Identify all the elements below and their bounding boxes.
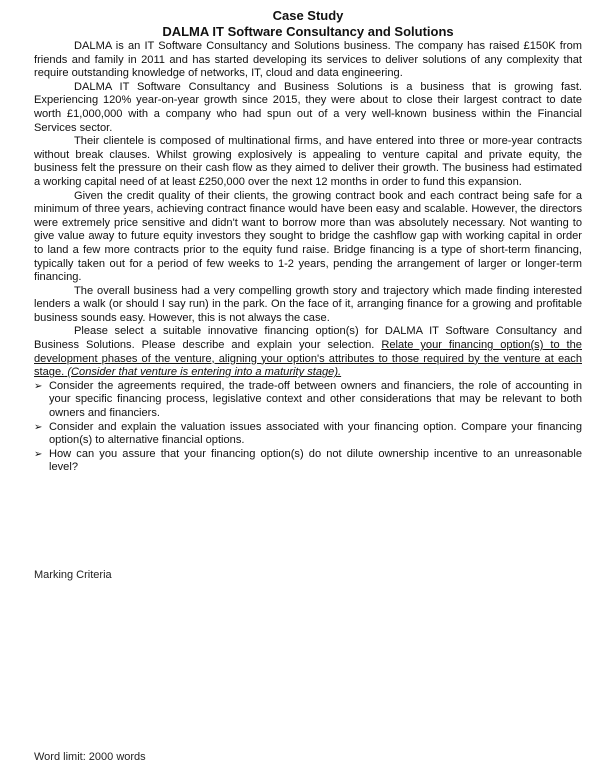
arrow-bullet-icon: ➢	[34, 380, 43, 392]
paragraph-overall: The overall business had a very compelling growth story and trajectory which made finding interested lenders a walk (or should I say run) in the park. On the face of it, arranging finance for a growing and profitable business sounds easy. However, this is not always the case.	[34, 284, 582, 324]
list-item: ➢ Consider and explain the valuation issues associated with your financing option. Compare your financing option(s) to alternative financial options.	[34, 420, 582, 447]
page-title: DALMA IT Software Consultancy and Solutions	[162, 24, 454, 39]
cut-off-footer: Word limit: 2000 words	[34, 751, 146, 763]
paragraph-intro: DALMA is an IT Software Consultancy and Solutions business. The company has raised £150K from friends and family in 2011 and has started developing its services to deliver solutions of any complexity that require outstanding knowledge of networks, IT, cloud and data engineering.	[34, 40, 582, 80]
task-intro: Please select a suitable innovative financing option(s) for DALMA IT Software Consultancy and Business Solutions. Please describe and explain your selection.	[34, 325, 582, 352]
document-page	[34, 8, 582, 475]
cut-off-heading: Marking Criteria	[34, 569, 112, 581]
question-list	[34, 380, 582, 475]
arrow-bullet-icon: ➢	[34, 421, 43, 433]
list-item: ➢ Consider the agreements required, the trade-off between owners and financiers, the role of accounting in your specific financing process, legislative context and other considerations that may be relevant to both owners and financiers.	[34, 379, 582, 420]
list-item: ➢ How can you assure that your financing option(s) do not dilute ownership incentive to an unreasonable level?	[34, 447, 582, 474]
arrow-bullet-icon: ➢	[34, 448, 43, 460]
task-italic-note: (Consider that venture is entering into a maturity stage).	[67, 366, 342, 379]
paragraph-growth: DALMA IT Software Consultancy and Business Solutions is a business that is growing fast. Experiencing 120% year-on-year growth since 2015, they were about to close their largest contract to date worth £1,000,000 with a company who had spun out of a very well-known business within the Financial Services sector.	[34, 80, 582, 134]
case-study-label: Case Study	[272, 8, 344, 23]
paragraph-clientele: Their clientele is composed of multinational firms, and have entered into three or more-year contracts without break clauses. Whilst growing explosively is appealing to venture capital and private equity, the business felt the pressure on their cash flow as they aimed to deliver their growth. The business had estimated a working capital need of at least £250,000 over the next 12 months in order to fund this expansion.	[34, 135, 582, 188]
task-underlined: Relate your financing option(s) to the development phases of the venture, aligning your option's attributes to those required by the venture at each stage. (Consider that venture is entering into a maturity stage).	[34, 339, 582, 379]
paragraph-task	[34, 325, 582, 379]
paragraph-credit: Given the credit quality of their clients, the growing contract book and each contract being safe for a minimum of three years, achieving contract finance would have been easy and scalable. However, the directors were extremely price sensitive and didn't want to borrow more than was absolutely necessary. Not wanting to give value away to future equity investors they sought to bridge the cashflow gap with working capital in order to land a few more contracts prior to the equity fund raise. Bridge financing is a type of short-term financing, typically taken out for a period of few weeks to 1-2 years, pending the arrangement of larger or longer-term financing.	[34, 189, 582, 284]
